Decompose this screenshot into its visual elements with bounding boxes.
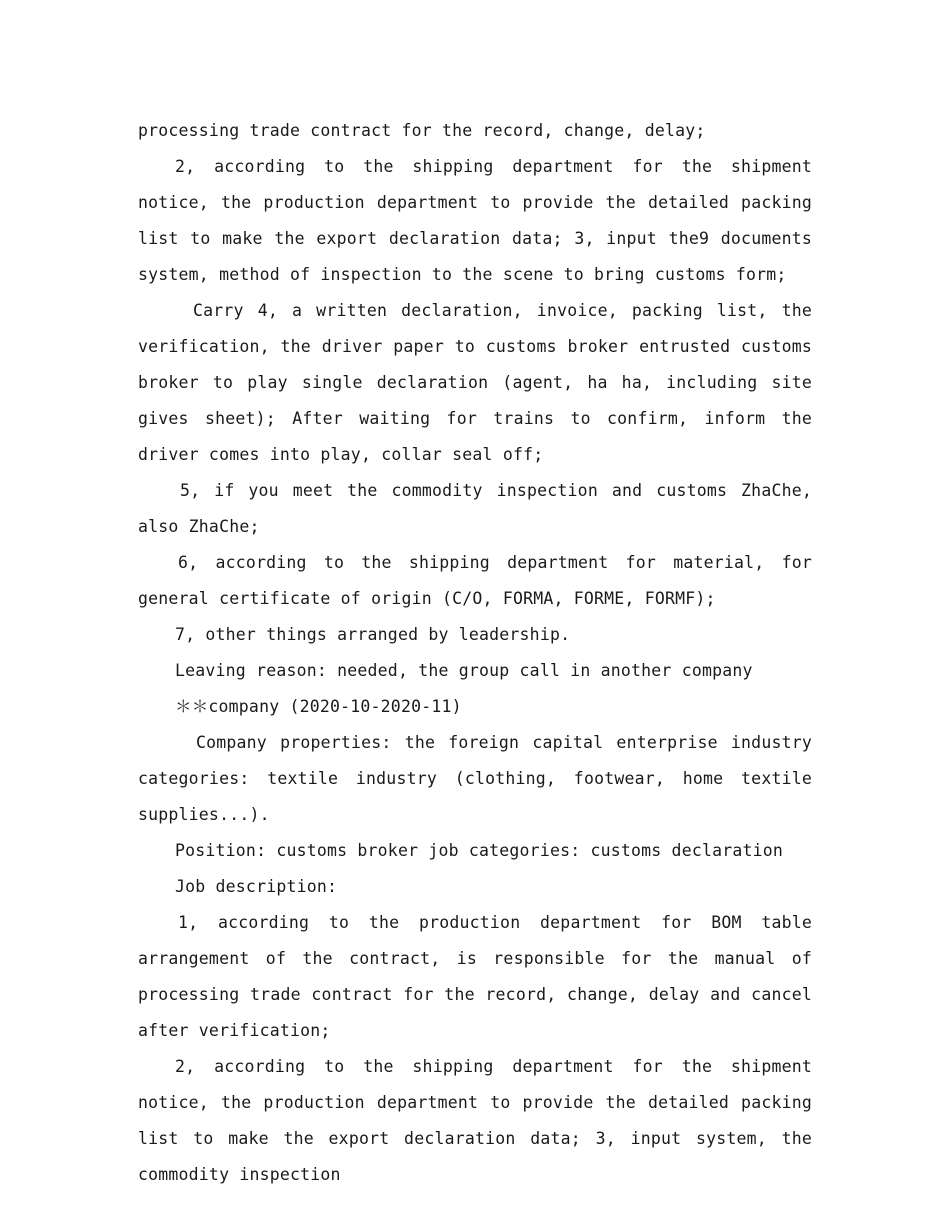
paragraph: Carry 4, a written declaration, invoice, packing list, the verification, the driver paper to customs broker entrusted customs broker to play single declaration (agent, ha ha, including site gives sheet); After waiting for trains to confirm, inform the driver comes into play, collar seal off; xyxy=(138,301,812,464)
paragraph: processing trade contract for the record, change, delay; xyxy=(138,121,706,140)
paragraph: Company properties: the foreign capital enterprise industry categories: textile industry (clothing, footwear, home textile supplies...). xyxy=(138,733,812,824)
paragraph: Leaving reason: needed, the group call in another company xyxy=(175,661,753,680)
paragraph: Position: customs broker job categories: customs declaration xyxy=(175,841,784,860)
paragraph: 1, according to the production department for BOM table arrangement of the contract, is responsible for the manual of processing trade contract for the record, change, delay and cancel after verification; xyxy=(138,913,812,1040)
document-body xyxy=(138,113,812,1193)
paragraph: Job description: xyxy=(175,877,338,896)
paragraph: 6, according to the shipping department for material, for general certificate of origin (C/O, FORMA, FORME, FORMF); xyxy=(138,553,812,608)
paragraph: 2, according to the shipping department for the shipment notice, the production department to provide the detailed packing list to make the export declaration data; 3, input system, the commodity inspection xyxy=(138,1057,812,1184)
paragraph: 5, if you meet the commodity inspection and customs ZhaChe, also ZhaChe; xyxy=(138,481,812,536)
paragraph: 2, according to the shipping department for the shipment notice, the production department to provide the detailed packing list to make the export declaration data; 3, input the9 documents system, method of inspection to the scene to bring customs form; xyxy=(138,157,812,284)
paragraph: 7, other things arranged by leadership. xyxy=(175,625,571,644)
paragraph: ＊＊company (2020-10-2020-11) xyxy=(175,697,462,716)
